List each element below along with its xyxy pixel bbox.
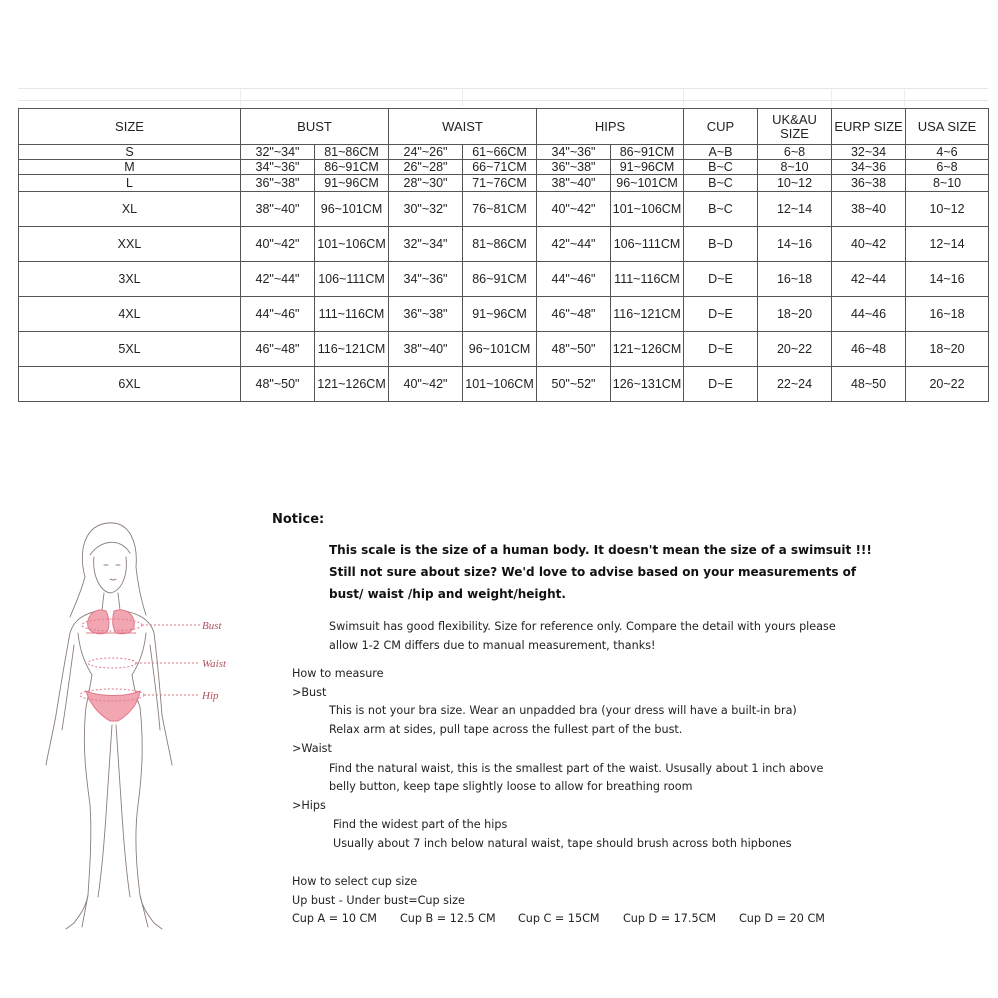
table-cell: A~B <box>684 145 758 160</box>
table-cell: 126~131CM <box>611 367 684 402</box>
table-cell: D~E <box>684 332 758 367</box>
table-cell: 86~91CM <box>463 262 537 297</box>
waist-line-1: Find the natural waist, this is the smallest part of the waist. Ususally about 1 inch above <box>329 762 824 775</box>
table-cell: 32~34 <box>832 145 906 160</box>
hip-label: Hip <box>202 690 219 702</box>
table-cell: 76~81CM <box>463 192 537 227</box>
table-cell: 40~42 <box>832 227 906 262</box>
table-cell: 28"~30" <box>389 175 463 192</box>
flexibility-line-2: allow 1-2 CM differs due to manual measurement, thanks! <box>329 639 656 652</box>
table-cell: 71~76CM <box>463 175 537 192</box>
table-cell: 16~18 <box>758 262 832 297</box>
table-cell: 86~91CM <box>315 160 389 175</box>
table-cell: 116~121CM <box>315 332 389 367</box>
header-waist: WAIST <box>389 109 537 145</box>
table-cell: 48~50 <box>832 367 906 402</box>
table-row <box>19 145 989 160</box>
table-row <box>19 332 989 367</box>
header-hips: HIPS <box>537 109 684 145</box>
table-cell: 121~126CM <box>315 367 389 402</box>
bust-label: Bust <box>202 620 222 632</box>
table-cell: 42"~44" <box>537 227 611 262</box>
table-cell: B~D <box>684 227 758 262</box>
table-cell: 106~111CM <box>315 262 389 297</box>
table-cell: 34"~36" <box>537 145 611 160</box>
bust-line-2: Relax arm at sides, pull tape across the fullest part of the bust. <box>329 723 683 736</box>
table-row <box>19 192 989 227</box>
table-cell: 10~12 <box>906 192 989 227</box>
table-cell: 18~20 <box>906 332 989 367</box>
body-measurement-figure <box>30 515 245 935</box>
header-usa-size: USA SIZE <box>906 109 989 145</box>
table-cell: 81~86CM <box>315 145 389 160</box>
table-cell: 38"~40" <box>537 175 611 192</box>
table-cell: D~E <box>684 297 758 332</box>
table-cell: 46"~48" <box>537 297 611 332</box>
table-cell: 38"~40" <box>241 192 315 227</box>
cup-a-value: Cup A = 10 CM <box>292 912 377 925</box>
table-row <box>19 227 989 262</box>
table-cell: 101~106CM <box>463 367 537 402</box>
table-cell: 20~22 <box>906 367 989 402</box>
size-cell: 5XL <box>19 332 241 367</box>
table-cell: 26"~28" <box>389 160 463 175</box>
table-cell: 48"~50" <box>241 367 315 402</box>
bust-heading: >Bust <box>292 686 327 699</box>
table-cell: 42"~44" <box>241 262 315 297</box>
flexibility-line-1: Swimsuit has good flexibility. Size for reference only. Compare the detail with yours please <box>329 620 836 633</box>
notice-bold-line-1: This scale is the size of a human body. It doesn't mean the size of a swimsuit !!! <box>329 543 872 557</box>
table-cell: 91~96CM <box>315 175 389 192</box>
table-cell: 10~12 <box>758 175 832 192</box>
table-cell: 121~126CM <box>611 332 684 367</box>
table-cell: 34~36 <box>832 160 906 175</box>
table-cell: 40"~42" <box>241 227 315 262</box>
table-cell: 111~116CM <box>315 297 389 332</box>
table-cell: 4~6 <box>906 145 989 160</box>
bust-line-1: This is not your bra size. Wear an unpadded bra (your dress will have a built-in bra) <box>329 704 797 717</box>
cup-b-value: Cup B = 12.5 CM <box>400 912 496 925</box>
table-cell: 12~14 <box>758 192 832 227</box>
table-body <box>19 145 989 402</box>
table-cell: 91~96CM <box>611 160 684 175</box>
waist-line-2: belly button, keep tape slightly loose to allow for breathing room <box>329 780 693 793</box>
size-cell: M <box>19 160 241 175</box>
table-cell: 8~10 <box>758 160 832 175</box>
hips-line-1: Find the widest part of the hips <box>333 818 508 831</box>
cup-d-value-2: Cup D = 20 CM <box>739 912 825 925</box>
cup-size-formula: Up bust - Under bust=Cup size <box>292 894 465 907</box>
table-row <box>19 297 989 332</box>
table-cell: 8~10 <box>906 175 989 192</box>
table-cell: 96~101CM <box>611 175 684 192</box>
waist-heading: >Waist <box>292 742 332 755</box>
table-row <box>19 175 989 192</box>
table-cell: 38~40 <box>832 192 906 227</box>
table-cell: 22~24 <box>758 367 832 402</box>
table-cell: B~C <box>684 192 758 227</box>
table-cell: 48"~50" <box>537 332 611 367</box>
table-cell: 101~106CM <box>315 227 389 262</box>
size-cell: 4XL <box>19 297 241 332</box>
header-uk-au-size: UK&AU SIZE <box>758 109 832 145</box>
table-cell: 14~16 <box>758 227 832 262</box>
table-cell: 12~14 <box>906 227 989 262</box>
table-cell: 36~38 <box>832 175 906 192</box>
cup-d-value-1: Cup D = 17.5CM <box>623 912 717 925</box>
table-cell: 6~8 <box>758 145 832 160</box>
waist-label: Waist <box>202 658 227 670</box>
table-cell: 14~16 <box>906 262 989 297</box>
table-cell: 24"~26" <box>389 145 463 160</box>
notice-bold-line-2: Still not sure about size? We'd love to advise based on your measurements of <box>329 565 857 579</box>
header-eurp-size: EURP SIZE <box>832 109 906 145</box>
table-cell: 116~121CM <box>611 297 684 332</box>
table-cell: 81~86CM <box>463 227 537 262</box>
size-chart-table <box>18 108 989 402</box>
table-cell: 46"~48" <box>241 332 315 367</box>
table-cell: B~C <box>684 160 758 175</box>
table-cell: 42~44 <box>832 262 906 297</box>
table-cell: 91~96CM <box>463 297 537 332</box>
table-row <box>19 367 989 402</box>
table-cell: 20~22 <box>758 332 832 367</box>
table-cell: 96~101CM <box>463 332 537 367</box>
header-cup: CUP <box>684 109 758 145</box>
table-cell: 32"~34" <box>389 227 463 262</box>
hips-heading: >Hips <box>292 799 326 812</box>
table-cell: 66~71CM <box>463 160 537 175</box>
table-row <box>19 262 989 297</box>
cup-c-value: Cup C = 15CM <box>518 912 600 925</box>
size-cell: 3XL <box>19 262 241 297</box>
hips-line-2: Usually about 7 inch below natural waist, tape should brush across both hipbones <box>333 837 792 850</box>
table-cell: 32"~34" <box>241 145 315 160</box>
table-cell: 38"~40" <box>389 332 463 367</box>
table-cell: 44~46 <box>832 297 906 332</box>
table-cell: 106~111CM <box>611 227 684 262</box>
table-cell: 96~101CM <box>315 192 389 227</box>
notice-bold-line-3: bust/ waist /hip and weight/height. <box>329 587 566 601</box>
table-cell: 101~106CM <box>611 192 684 227</box>
table-cell: 36"~38" <box>389 297 463 332</box>
table-cell: 36"~38" <box>241 175 315 192</box>
how-to-measure-heading: How to measure <box>292 667 384 680</box>
size-cell: 6XL <box>19 367 241 402</box>
size-cell: S <box>19 145 241 160</box>
table-row <box>19 160 989 175</box>
table-cell: 30"~32" <box>389 192 463 227</box>
table-cell: 34"~36" <box>389 262 463 297</box>
table-cell: 86~91CM <box>611 145 684 160</box>
size-cell: XL <box>19 192 241 227</box>
table-cell: D~E <box>684 262 758 297</box>
table-cell: 50"~52" <box>537 367 611 402</box>
table-cell: 36"~38" <box>537 160 611 175</box>
size-cell: XXL <box>19 227 241 262</box>
table-cell: B~C <box>684 175 758 192</box>
notice-title: Notice: <box>272 512 325 527</box>
table-cell: 40"~42" <box>537 192 611 227</box>
table-cell: D~E <box>684 367 758 402</box>
table-cell: 44"~46" <box>241 297 315 332</box>
header-size: SIZE <box>19 109 241 145</box>
table-cell: 18~20 <box>758 297 832 332</box>
table-cell: 34"~36" <box>241 160 315 175</box>
header-bust: BUST <box>241 109 389 145</box>
table-cell: 46~48 <box>832 332 906 367</box>
size-cell: L <box>19 175 241 192</box>
table-cell: 16~18 <box>906 297 989 332</box>
table-top-guides <box>18 88 988 106</box>
table-cell: 40"~42" <box>389 367 463 402</box>
table-cell: 44"~46" <box>537 262 611 297</box>
table-header-row <box>19 109 989 145</box>
table-cell: 61~66CM <box>463 145 537 160</box>
table-cell: 6~8 <box>906 160 989 175</box>
cup-size-heading: How to select cup size <box>292 875 418 888</box>
table-cell: 111~116CM <box>611 262 684 297</box>
